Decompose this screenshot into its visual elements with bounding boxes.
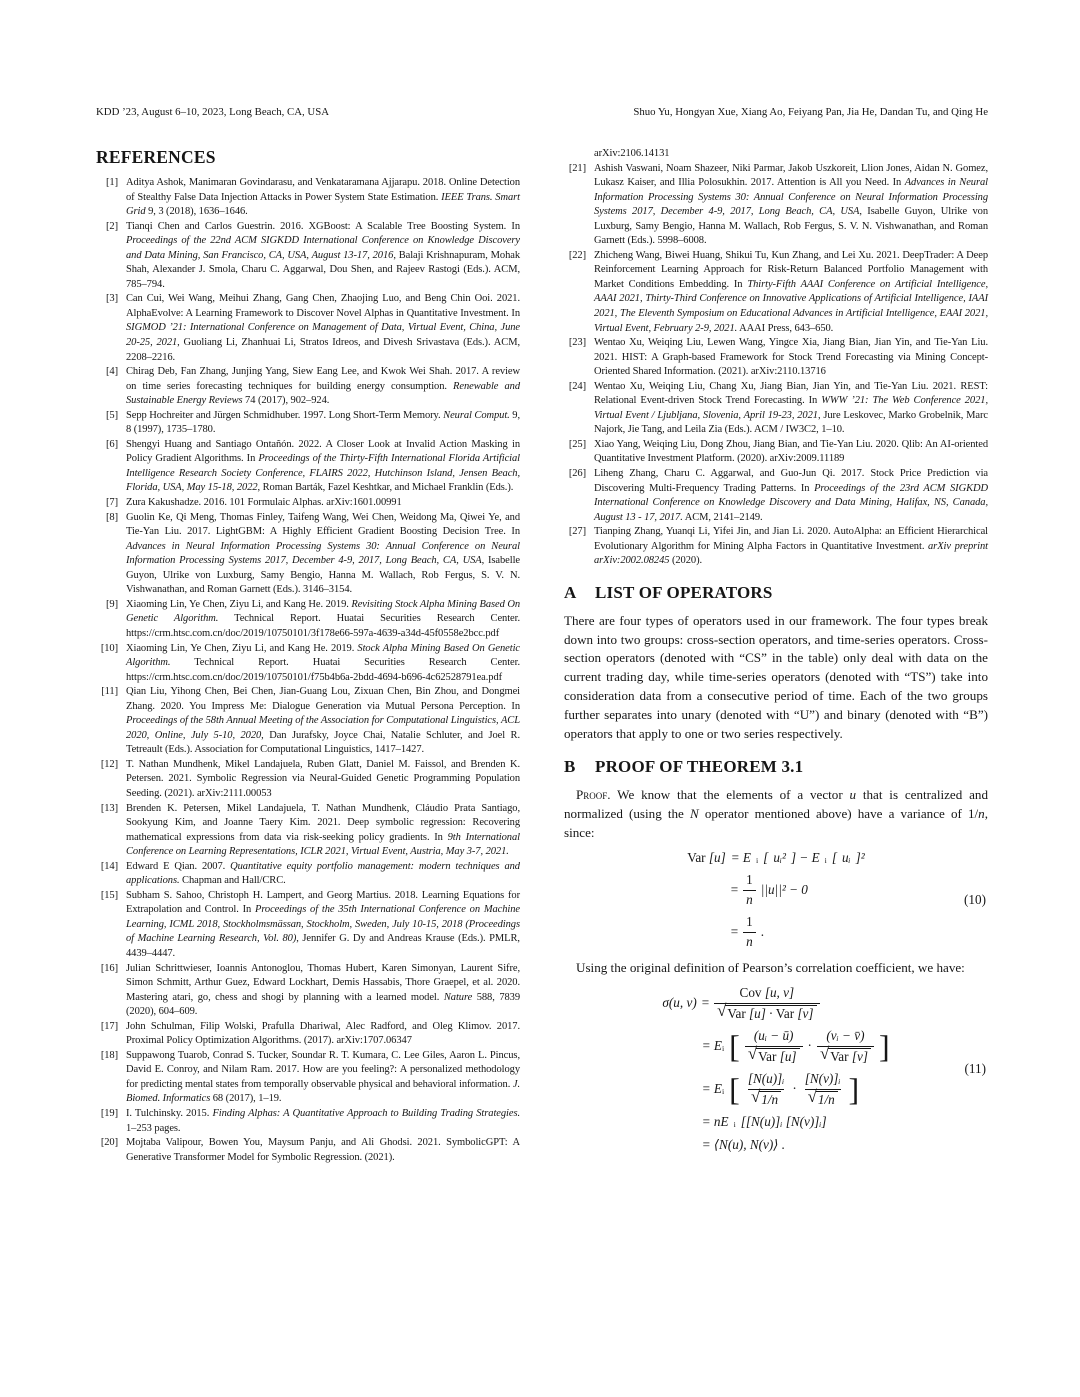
- square-root: √ Var [u]: [748, 1048, 800, 1066]
- reference-item: [564, 380, 988, 438]
- reference-item: [96, 758, 520, 802]
- appendix-a-label: A: [564, 582, 577, 602]
- reference-item: [564, 438, 988, 467]
- right-bracket: ]: [878, 1028, 890, 1065]
- square-root: √ 1/n: [808, 1091, 838, 1109]
- references-list-right: [564, 162, 988, 569]
- eq10-row1: = E ᵢ [ uᵢ² ] − E ᵢ [ uᵢ ]²: [730, 849, 865, 865]
- reference-item: [96, 176, 520, 220]
- reference-number: [18]: [100, 1049, 118, 1061]
- references-title: REFERENCES: [96, 147, 216, 167]
- equals-sign: =: [701, 995, 710, 1011]
- eq11-row4: = nE ᵢ [[N(u)]ᵢ [N(v)]ᵢ]: [701, 1114, 827, 1130]
- reference-text: I. Tulchinsky. 2015. Finding Alphas: A Quantitative Approach to Building Trading Strategies. 1–253 pages.: [126, 1108, 520, 1134]
- equation-10: [564, 850, 988, 951]
- eq11-lhs: σ(u, v): [662, 995, 697, 1011]
- reference-number: [21]: [568, 162, 586, 174]
- radical-sign: √: [751, 1086, 761, 1106]
- dot-operator: ·: [792, 1081, 797, 1097]
- eq11-row3: [702, 1071, 890, 1108]
- reference-item: [96, 1136, 520, 1165]
- reference-text: Edward E Qian. 2007. Quantitative equity portfolio management: modern techniques and applications. Chapman and Hall/CRC.: [126, 860, 520, 887]
- reference-text: Wentao Xu, Weiqing Liu, Lewen Wang, Yingce Xia, Jiang Bian, Jian Yin, and Tie-Yan Liu. 2021. HIST: A Graph-based Framework for Stock Trend Forecasting via Mining Concept-Oriented Shared Information. (2021). arXiv:2110.13716: [594, 337, 988, 378]
- reference-item: [96, 642, 520, 686]
- fraction-numerator: 1: [746, 872, 753, 888]
- reference-text: Can Cui, Wei Wang, Meihui Zhang, Gang Chen, Zhaojing Luo, and Beng Chin Ooi. 2021. AlphaEvolve: A Learning Framework to Discover Novel Alphas in Quantitative Investment. In SIGMOD ’21: International Conference on Management of Data, Virtual Event, China, June 20-25, 2021, Guoliang Li, Zhanhuai Li, Stratos Idreos, and Divesh Srivastava (Eds.). ACM, 2208–2216.: [126, 293, 520, 363]
- reference-number: [2]: [105, 220, 118, 232]
- header-conference: KDD ’23, August 6–10, 2023, Long Beach, CA, USA: [96, 106, 330, 118]
- reference-text: Zura Kakushadze. 2016. 101 Formulaic Alphas. arXiv:1601.00991: [126, 497, 402, 509]
- reference-text: Tianping Zhang, Yuanqi Li, Yifei Jin, and Jian Li. 2020. AutoAlpha: an Efficient Hierarchical Evolutionary Algorithm for Mining Alpha Factors in Quantitative Investment. arXiv preprint arXiv:2002.08245 (2020).: [594, 526, 988, 567]
- equation-11: [564, 985, 988, 1153]
- radical-sign: √: [747, 1043, 758, 1063]
- reference-number: [25]: [568, 438, 586, 450]
- reference-number: [5]: [105, 409, 118, 421]
- header-authors: Shuo Yu, Hongyan Xue, Xiang Ao, Feiyang Pan, Jia He, Dandan Tu, and Qing He: [633, 106, 988, 118]
- square-root: √ Var [u] · Var [v]: [717, 1005, 816, 1023]
- eq10-lhs: Var [u]: [687, 849, 726, 865]
- reference-text: Qian Liu, Yihong Chen, Bei Chen, Jian-Guang Lou, Zixuan Chen, Bin Zhou, and Dongmei Zhang. 2020. You Impress Me: Dialogue Generation via Mutual Persona Perception. In Proceedings of the 58th Annual Meeting of the Association for Computational Linguistics, ACL 2020, Online, July 5-10, 2020, Dan Jurafsky, Joyce Chai, Natalie Schluter, and Joel R. Tetreault (Eds.). Association for Computational Linguistics, 1417–1427.: [126, 686, 520, 756]
- reference-number: [26]: [568, 468, 586, 480]
- reference-number: [9]: [105, 598, 118, 610]
- reference-number: [20]: [100, 1137, 118, 1149]
- reference-text: Suppawong Tuarob, Conrad S. Tucker, Soundar R. T. Kumara, C. Lee Giles, Aaron L. Pincus, David E. Conroy, and Nilam Ram. 2017. How are you feeling?: A personalized methodology for predicting mental states from temporally observable physical and behavioral information. J. Biomed. Informatics 68 (2017), 1–19.: [126, 1049, 520, 1105]
- radical-sign: √: [717, 1000, 727, 1020]
- reference-text: Chirag Deb, Fan Zhang, Junjing Yang, Siew Eang Lee, and Kwok Wei Shah. 2017. A review on time series forecasting techniques for building energy consumption. Renewable and Sustainable Energy Reviews 74 (2017), 902–924.: [126, 366, 521, 407]
- square-root: √ Var [v]: [820, 1048, 871, 1066]
- equation-11-grid: [662, 985, 889, 1153]
- reference-text: Brenden K. Petersen, Mikel Landajuela, T. Nathan Mundhenk, Cláudio Prata Santiago, Sookyung Kim, and Joanne Taery Kim. 2021. Deep symbolic regression: Recovering mathematical expressions from data via risk-seeking policy gradients. In 9th International Conference on Learning Representations, ICLR 2021, Virtual Event, Austria, May 3-7, 2021.: [126, 802, 520, 858]
- reference-text: John Schulman, Filip Wolski, Prafulla Dhariwal, Alec Radford, and Oleg Klimov. 2017. Proximal Policy Optimization Algorithms. (2017). arXiv:1707.06347: [126, 1020, 520, 1047]
- reference-continuation-line: arXiv:2106.14131: [594, 148, 670, 159]
- eq10-row3: [731, 914, 865, 950]
- reference-number: [11]: [101, 686, 118, 698]
- reference-number: [13]: [100, 802, 118, 814]
- eq11-row1: [702, 985, 890, 1022]
- reference-text: Zhicheng Wang, Biwei Huang, Shikui Tu, Kun Zhang, and Lei Xu. 2021. DeepTrader: A Deep Reinforcement Learning Approach for Risk-Return Balanced Portfolio Management with Market Conditions Embedding. In Thirty-Fifth AAAI Conference on Artificial Intelligence, AAAI 2021, Thirty-Third Conference on Innovative Applications of Artificial Intelligence, IAAI 2021, The Eleventh Symposium on Educational Advances in Artificial Intelligence, EAAI 2021, Virtual Event, February 2-9, 2021. AAAI Press, 643–650.: [594, 249, 988, 334]
- reference-item: [96, 1020, 520, 1049]
- references-list-left: [96, 176, 520, 1165]
- fraction-numerator: Cov [u, v]: [739, 985, 795, 1001]
- reference-item: [96, 802, 520, 860]
- page-header: [96, 106, 988, 119]
- reference-item: [96, 598, 520, 642]
- reference-number: [16]: [100, 962, 118, 974]
- reference-number: [27]: [568, 526, 586, 538]
- reference-number: [24]: [568, 380, 586, 392]
- proof-label: Proof.: [576, 787, 611, 803]
- fraction: [N(u)]ᵢ √ 1/n: [747, 1071, 785, 1107]
- reference-text: Wentao Xu, Weiqing Liu, Chang Xu, Jiang Bian, Jian Yin, and Tie-Yan Liu. 2021. REST: Relational Event-driven Stock Trend Forecasting. In WWW ’21: The Web Conference 2021, Virtual Event / Ljubljana, Slovenia, April 19-23, 2021, Jure Leskovec, Marko Grobelnik, Marc Najork, Jie Tang, and Leila Zia (Eds.). ACM / IW3C2, 1–10.: [594, 380, 988, 436]
- reference-text: Ashish Vaswani, Noam Shazeer, Niki Parmar, Jakob Uszkoreit, Llion Jones, Aidan N. Gomez, Lukasz Kaiser, and Illia Polosukhin. 2017. Attention is All you Need. In Advances in Neural Information Processing Systems 30: Annual Conference on Neural Information Processing Systems 2017, December 4-9, 2017, Long Beach, CA, USA, Isabelle Guyon, Ulrike von Luxburg, Samy Bengio, Hanna M. Wallach, Rob Fergus, S. V. N. Vishwanathan, and Roman Garnett (Eds.). 5998–6008.: [594, 162, 988, 247]
- fraction-numerator: 1: [746, 914, 753, 930]
- fraction-denominator: n: [743, 890, 756, 909]
- fraction: (uᵢ − ū) √ Var [u]: [745, 1028, 803, 1065]
- left-bracket: [: [729, 1071, 740, 1108]
- proof-paragraph-text: We know that the elements of a vector u that is centralized and normalized (using the N operator mentioned above) have a variance of 1/n, since:: [564, 787, 989, 841]
- reference-number: [3]: [105, 293, 118, 305]
- fraction-denominator: n: [743, 932, 756, 951]
- appendix-a-body: There are four types of operators used in our framework. The four types break down into two groups: cross-section operators, and time-series operators. Cross-section operators (denoted with “CS” in the table) only deal with data on the current trading day, while time-series operators (denoted with “TS”) take into consideration data from a consecutive period of time. Each of the two groups further separates into unary (denoted with “U”) and binary (denoted with “B”) operators that apply to one or two series respectively.: [564, 612, 988, 741]
- pearson-paragraph: Using the original definition of Pearson’s correlation coefficient, we have:: [576, 960, 965, 976]
- reference-text: Liheng Zhang, Charu C. Aggarwal, and Guo-Jun Qi. 2017. Stock Price Prediction via Discovering Multi-Frequency Trading Patterns. In Proceedings of the 23rd ACM SIGKDD International Conference on Knowledge Discovery and Data Mining, Halifax, NS, Canada, August 13 - 17, 2017. ACM, 2141–2149.: [594, 468, 989, 523]
- appendix-b-label: B: [564, 757, 576, 777]
- eq10-row2-rest: ||u||² − 0: [760, 882, 808, 898]
- eq11-row3-pre: = Eᵢ: [701, 1081, 725, 1097]
- reference-text: Mojtaba Valipour, Bowen You, Maysum Panju, and Ali Ghodsi. 2021. SymbolicGPT: A Generative Transformer Model for Symbolic Regression. (2021).: [126, 1137, 520, 1163]
- reference-item: [96, 860, 520, 889]
- reference-item: [96, 292, 520, 365]
- reference-item: [96, 496, 520, 511]
- proof-paragraph: [564, 786, 988, 842]
- fraction: (vᵢ − v̄) √ Var [v]: [817, 1028, 874, 1065]
- equals-sign: =: [730, 924, 739, 940]
- appendix-b-title: PROOF OF THEOREM 3.1: [595, 757, 804, 777]
- square-root: √ 1/n: [751, 1091, 781, 1109]
- reference-item: [564, 525, 988, 569]
- eq11-row2-pre: = Eᵢ: [701, 1038, 725, 1054]
- reference-number: [10]: [100, 642, 118, 654]
- reference-item: [564, 162, 988, 249]
- equation-number-11: (11): [964, 1060, 986, 1076]
- radical-sign: √: [819, 1043, 830, 1063]
- reference-item: [96, 1049, 520, 1107]
- reference-item: [96, 685, 520, 758]
- eq10-row3-end: .: [760, 924, 765, 940]
- reference-number: [14]: [100, 860, 118, 872]
- reference-text: Aditya Ashok, Manimaran Govindarasu, and Venkataramana Ajjarapu. 2018. Online Detection of Stealthy False Data Injection Attacks in Power System State Estimation. IEEE Trans. Smart Grid 9, 3 (2018), 1636–1646.: [126, 177, 520, 218]
- fraction: [743, 914, 756, 950]
- dot-operator: ·: [807, 1038, 812, 1054]
- reference-item: [96, 889, 520, 962]
- eq11-row5: = ⟨N(u), N(v)⟩ .: [701, 1136, 785, 1152]
- eq11-row2: [702, 1028, 890, 1065]
- reference-item: [96, 1107, 520, 1136]
- reference-item: [564, 467, 988, 525]
- right-bracket: ]: [848, 1071, 860, 1108]
- reference-text: Guolin Ke, Qi Meng, Thomas Finley, Taifeng Wang, Wei Chen, Weidong Ma, Qiwei Ye, and Tie-Yan Liu. 2017. LightGBM: A Highly Efficient Gradient Boosting Decision Tree. In Advances in Neural Information Processing Systems 30: Annual Conference on Neural Information Processing Systems 2017, December 4-9, 2017, Long Beach, CA, USA, Isabelle Guyon, Ulrike von Luxburg, Samy Bengio, Hanna M. Wallach, Rob Fergus, S. V. N. Vishwanathan, and Roman Garnett (Eds.). 3146–3154.: [126, 511, 520, 596]
- left-column: [96, 147, 520, 1165]
- reference-number: [7]: [105, 497, 118, 509]
- appendix-a-heading: [564, 583, 988, 603]
- reference-number: [15]: [100, 889, 118, 901]
- fraction: [743, 872, 756, 908]
- reference-item: [96, 438, 520, 496]
- reference-item: [564, 336, 988, 380]
- eq10-row2: [731, 872, 865, 908]
- reference-text: Julian Schrittwieser, Ioannis Antonoglou, Thomas Hubert, Karen Simonyan, Laurent Sifre, Simon Schmitt, Arthur Guez, Edward Lockhart, Demis Hassabis, Thore Graepel, et al. 2020. Mastering atari, go, chess and shogi by planning with a learned model. Nature 588, 7839 (2020), 604–609.: [126, 962, 521, 1018]
- reference-text: Xiaoming Lin, Ye Chen, Ziyu Li, and Kang He. 2019. Stock Alpha Mining Based On Genetic Algorithm. Technical Report. Huatai Securities Research Center. https://crm.htsc.com.cn/doc/2019/10750101/f75b4b6a-2bdd-4694-b696-4c62528791ea.pdf: [126, 642, 520, 683]
- reference-text: Tianqi Chen and Carlos Guestrin. 2016. XGBoost: A Scalable Tree Boosting System. In Proceedings of the 22nd ACM SIGKDD International Conference on Knowledge Discovery and Data Mining, San Francisco, CA, USA, August 13-17, 2016, Balaji Krishnapuram, Mohak Shah, Alexander J. Smola, Charu C. Aggarwal, Dou Shen, and Rajeev Rastogi (Eds.). ACM, 785–794.: [126, 220, 520, 290]
- reference-number: [12]: [100, 758, 118, 770]
- reference-item: [96, 365, 520, 409]
- fraction: [N(v)]ᵢ √ 1/n: [804, 1071, 841, 1107]
- equation-number-10: (10): [964, 891, 986, 907]
- reference-text: Subham S. Sahoo, Christoph H. Lampert, and Georg Martius. 2018. Learning Equations for Extrapolation and Control. In Proceedings of the 35th International Conference on Machine Learning, ICML 2018, Stockholmsmässan, Stockholm, Sweden, July 10-15, 2018 (Proceedings of Machine Learning Research, Vol. 80), Jennifer G. Dy and Andreas Krause (Eds.). PMLR, 4439–4447.: [126, 889, 520, 959]
- appendix-a-title: LIST OF OPERATORS: [595, 582, 773, 602]
- reference-number: [1]: [105, 177, 118, 188]
- equals-sign: =: [730, 882, 739, 898]
- reference-number: [4]: [105, 366, 118, 378]
- reference-text: Shengyi Huang and Santiago Ontañón. 2022. A Closer Look at Invalid Action Masking in Policy Gradient Algorithms. In Proceedings of the Thirty-Fifth International Florida Artificial Intelligence Research Society Conference, FLAIRS 2022, Hutchinson Island, Jensen Beach, Florida, USA, May 15-18, 2022, Roman Barták, Fazel Keshtkar, and Michael Franklin (Eds.).: [126, 438, 521, 494]
- right-column: [564, 147, 988, 1162]
- reference-text: T. Nathan Mundhenk, Mikel Landajuela, Ruben Glatt, Daniel M. Faissol, and Brenden K. Petersen. 2021. Symbolic Regression via Neural-Guided Genetic Programming Population Seeding. (2021). arXiv:2111.00053: [126, 758, 520, 799]
- reference-number: [17]: [100, 1020, 118, 1032]
- appendix-b-heading: [564, 757, 988, 777]
- reference-item: [96, 511, 520, 598]
- reference-item: [96, 409, 520, 438]
- reference-number: [22]: [568, 249, 586, 261]
- equation-10-grid: [687, 850, 864, 951]
- reference-number: [19]: [100, 1108, 118, 1119]
- radical-sign: √: [807, 1086, 817, 1106]
- reference-text: Sepp Hochreiter and Jürgen Schmidhuber. 1997. Long Short-Term Memory. Neural Comput. 9, 8 (1997), 1735–1780.: [126, 409, 520, 436]
- reference-number: [23]: [568, 337, 586, 349]
- reference-item: [96, 962, 520, 1020]
- reference-text: Xiaoming Lin, Ye Chen, Ziyu Li, and Kang He. 2019. Revisiting Stock Alpha Mining Based On Genetic Algorithm. Technical Report. Huatai Securities Research Center. https://crm.htsc.com.cn/doc/2019/10750101/3f178e66-597a-4639-a34d-45f0558e2bcc.pdf: [126, 598, 520, 639]
- fraction-denominator: [714, 1000, 819, 1023]
- fraction: [714, 985, 819, 1022]
- reference-item: [96, 220, 520, 293]
- reference-text: Xiao Yang, Weiqing Liu, Dong Zhou, Jiang Bian, and Tie-Yan Liu. 2020. Qlib: An AI-oriented Quantitative Investment Platform. (2020). arXiv:2009.11189: [594, 438, 988, 465]
- reference-item: [564, 249, 988, 336]
- reference-number: [8]: [105, 511, 118, 523]
- references-list-right-wrap: [564, 147, 988, 569]
- left-bracket: [: [729, 1028, 740, 1065]
- reference-number: [6]: [105, 438, 118, 450]
